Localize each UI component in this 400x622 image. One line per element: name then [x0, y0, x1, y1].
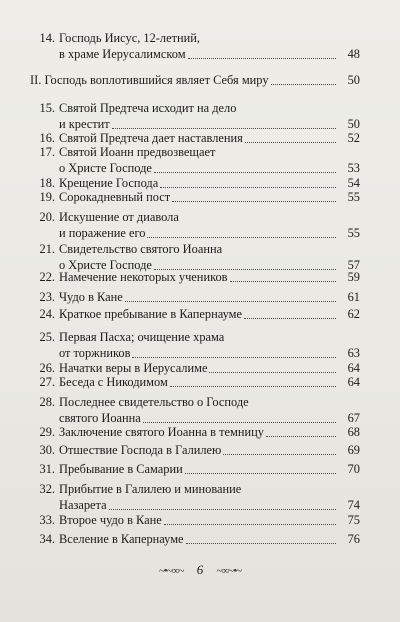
dot-leader — [244, 317, 336, 319]
toc-entry-title: Отшествие Господа в Галилею — [59, 443, 222, 457]
dot-leader — [266, 435, 336, 437]
toc-entry-title: Последнее свидетельство о Господе — [59, 395, 249, 409]
dot-leader — [147, 236, 336, 238]
toc-entry-title: святого Иоанна — [59, 411, 141, 425]
toc-entry-page: 48 — [347, 47, 360, 61]
toc-entry-line — [59, 461, 360, 477]
toc-entry-title: и поражение его — [59, 226, 146, 240]
toc-entry-number: 29. — [39, 425, 55, 439]
toc-entry-line — [59, 269, 360, 285]
dot-leader — [143, 421, 336, 423]
page-footer — [0, 562, 400, 578]
toc-entry-number: 33. — [39, 513, 55, 527]
toc-entry-page: 76 — [347, 532, 360, 546]
toc-entry-line — [59, 46, 360, 62]
toc-entry-page: 50 — [347, 73, 360, 87]
toc-entry-title: Святой Иоанн предвозвещает — [59, 145, 216, 159]
toc-entry-page: 62 — [347, 307, 360, 321]
toc-entry-title: Свидетельство святого Иоанна — [59, 242, 223, 256]
toc-entry-number: 34. — [39, 532, 55, 546]
dot-leader — [125, 300, 336, 302]
toc-entry-title: Искушение от диавола — [59, 210, 179, 224]
toc-entry-page: 54 — [347, 176, 360, 190]
toc-entry-number: 32. — [39, 482, 55, 496]
toc-entry-number: 17. — [39, 145, 55, 159]
toc-entry-page: 55 — [347, 226, 360, 240]
toc-entry-title: Сорокадневный пост — [59, 190, 171, 204]
dot-leader — [186, 542, 336, 544]
toc-entry-title: Начатки веры в Иерусалиме — [59, 361, 208, 375]
toc-entry-line — [59, 531, 360, 547]
dot-leader — [170, 385, 336, 387]
dot-leader — [109, 508, 336, 510]
toc-entry-number: 31. — [39, 462, 55, 476]
toc-entry-page: 53 — [347, 161, 360, 175]
dot-leader — [209, 371, 336, 373]
dot-leader — [112, 127, 336, 129]
toc-entry-page: 69 — [347, 443, 360, 457]
toc-entry-title: Святой Предтеча дает наставления — [59, 131, 243, 145]
toc-entry-line — [59, 189, 360, 205]
toc-entry-line — [30, 72, 360, 88]
toc-entry-line — [59, 225, 360, 241]
toc-entry-number: 24. — [39, 307, 55, 321]
dot-leader — [245, 141, 336, 143]
toc-entry-line — [59, 345, 360, 361]
dot-leader — [185, 472, 336, 474]
toc-entry-line — [59, 512, 360, 528]
toc-entry-page: 75 — [347, 513, 360, 527]
page-number: 6 — [196, 562, 204, 577]
toc-entry-title: от торжников — [59, 346, 131, 360]
toc-entry-title: Крещение Господа — [59, 176, 159, 190]
toc-entry-page: 70 — [347, 462, 360, 476]
toc-entry-title: Вселение в Капернауме — [59, 532, 184, 546]
toc-entry-line — [59, 306, 360, 322]
dot-leader — [271, 83, 336, 85]
toc-entry-number: 21. — [39, 242, 55, 256]
toc-entry-title: II. Господь воплотившийся являет Себя миру — [30, 73, 269, 87]
toc-entry-title: Краткое пребывание в Капернауме — [59, 307, 242, 321]
dot-leader — [230, 280, 336, 282]
toc-entry-page: 64 — [347, 361, 360, 375]
toc-entry-number: 26. — [39, 361, 55, 375]
toc-entry-number: 14. — [39, 31, 55, 45]
dot-leader — [160, 186, 336, 188]
toc-entry-title: о Христе Господе — [59, 258, 152, 272]
toc-entry-page: 63 — [347, 346, 360, 360]
dot-leader — [172, 200, 336, 202]
toc-entry-line — [59, 160, 360, 176]
toc-entry-line — [59, 289, 360, 305]
toc-entry-page: 68 — [347, 425, 360, 439]
toc-entry-title: и крестит — [59, 117, 110, 131]
dot-leader — [164, 523, 336, 525]
toc-entry-number: 16. — [39, 131, 55, 145]
dot-leader — [132, 356, 336, 358]
ornament-right-icon: ~∞~•~ — [216, 565, 242, 577]
toc-entry-number: 19. — [39, 190, 55, 204]
toc-entry-page: 67 — [347, 411, 360, 425]
toc-entry-title: Намечение некоторых учеников — [59, 270, 228, 284]
toc-entry-number: 28. — [39, 395, 55, 409]
toc-entry-page: 52 — [347, 131, 360, 145]
toc-entry-number: 30. — [39, 443, 55, 457]
toc-entry-page: 50 — [347, 117, 360, 131]
toc-entry-title: Прибытие в Галилею и минование — [59, 482, 242, 496]
toc-entry-page: 74 — [347, 498, 360, 512]
toc-entry-page: 59 — [347, 270, 360, 284]
toc-entry-number: 20. — [39, 210, 55, 224]
toc-entry-title: Беседа с Никодимом — [59, 375, 168, 389]
toc-entry-number: 18. — [39, 176, 55, 190]
toc-entry-number: 27. — [39, 375, 55, 389]
toc-entry-page: 55 — [347, 190, 360, 204]
toc-entry-title: Святой Предтеча исходит на дело — [59, 101, 237, 115]
toc-entry-title: Заключение святого Иоанна в темницу — [59, 425, 264, 439]
toc-entry-line — [59, 374, 360, 390]
toc-entry-number: 22. — [39, 270, 55, 284]
toc-entry-line — [59, 497, 360, 513]
dot-leader — [223, 453, 336, 455]
toc-entry-title: Господь Иисус, 12-летний, — [59, 31, 201, 45]
toc-entry-page: 57 — [347, 258, 360, 272]
toc-entry-title: о Христе Господе — [59, 161, 152, 175]
toc-entry-number: 25. — [39, 330, 55, 344]
ornament-left-icon: ~•~∞~ — [158, 565, 184, 577]
toc-entry-title: Назарета — [59, 498, 107, 512]
toc-entry-number: 15. — [39, 101, 55, 115]
toc-entry-page: 64 — [347, 375, 360, 389]
toc-entry-title: Чудо в Кане — [59, 290, 123, 304]
toc-entry-title: в храме Иерусалимском — [59, 47, 186, 61]
toc-entry-page: 61 — [347, 290, 360, 304]
toc-entry-number: 23. — [39, 290, 55, 304]
toc-entry-title: Первая Пасха; очищение храма — [59, 330, 225, 344]
toc-entry-title: Второе чудо в Кане — [59, 513, 162, 527]
toc-entry-line — [59, 442, 360, 458]
dot-leader — [188, 57, 336, 59]
toc-entry-title: Пребывание в Самарии — [59, 462, 183, 476]
dot-leader — [154, 171, 336, 173]
toc-entry-line — [59, 424, 360, 440]
